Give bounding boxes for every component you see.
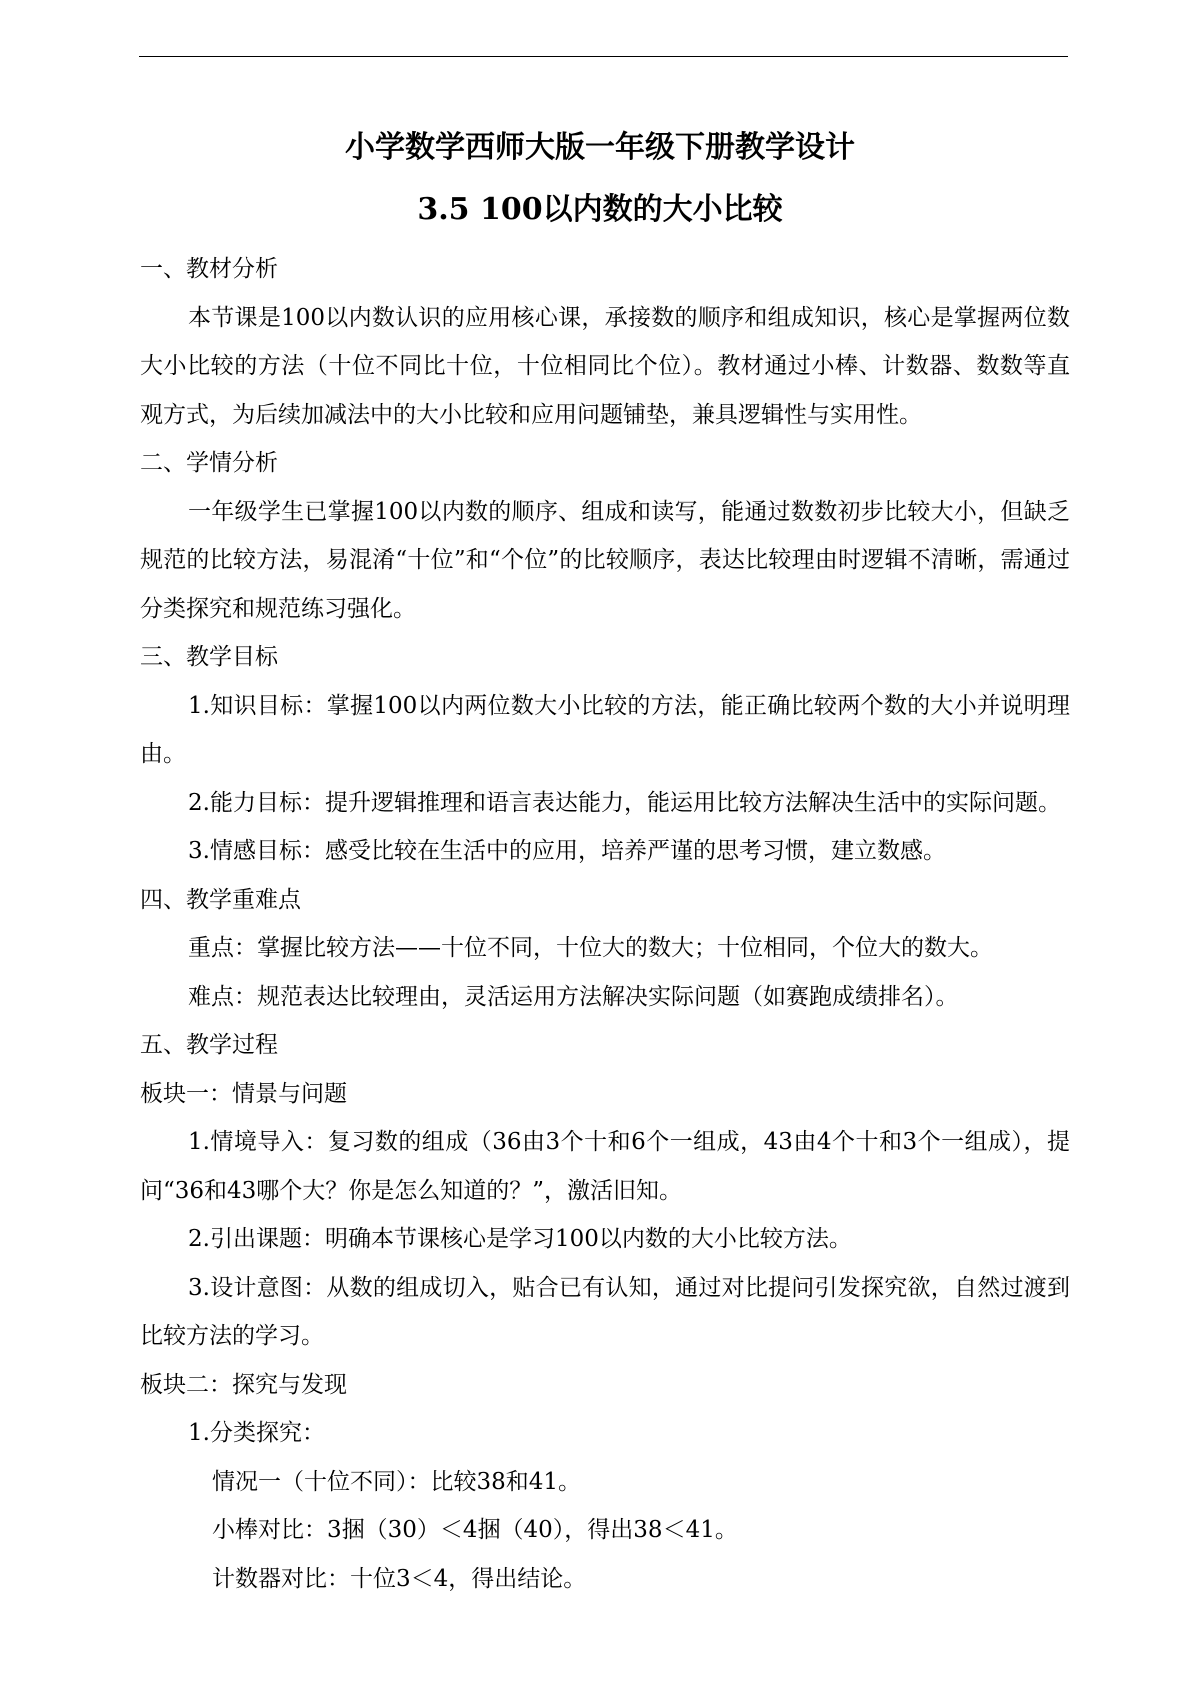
- block-2-counter-compare: 计数器对比：十位3＜4，得出结论。: [212, 1565, 587, 1592]
- block-1-item-2: 2.引出课题：明确本节课核心是学习100以内数的大小比较方法。: [188, 1226, 852, 1252]
- goal-emotion: 3.情感目标：感受比较在生活中的应用，培养严谨的思考习惯，建立数感。: [188, 838, 946, 864]
- section-1-paragraph: 本节课是100以内数认识的应用核心课，承接数的顺序和组成知识，核心是掌握两位数大小比较的方法（十位不同比十位，十位相同比个位）。教材通过小棒、计数器、数数等直观方式，为后续加减法中的大小比较和应用问题铺垫，兼具逻辑性与实用性。: [140, 304, 1070, 428]
- difficult-point: 难点：规范表达比较理由，灵活运用方法解决实际问题（如赛跑成绩排名）。: [188, 983, 959, 1010]
- block-1-item-1: 1.情境导入：复习数的组成（36由3个十和6个一组成，43由4个十和3个一组成），提问“36和43哪个大？你是怎么知道的？”，激活旧知。: [140, 1129, 1070, 1204]
- section-heading-4: 四、教学重难点: [140, 886, 301, 913]
- section-heading-5: 五、教学过程: [140, 1032, 278, 1058]
- section-heading-3: 三、教学目标: [140, 644, 278, 670]
- document-body: [140, 245, 1070, 1603]
- lesson-title: 3.5 100以内数的大小比较: [417, 192, 783, 227]
- block-2-sticks-compare: 小棒对比：3捆（30）＜4捆（40），得出38＜41。: [212, 1517, 738, 1543]
- block-1-item-3: 3.设计意图：从数的组成切入，贴合已有认知，通过对比提问引发探究欲，自然过渡到比较方法的学习。: [140, 1274, 1070, 1349]
- block-2-item-1: 1.分类探究：: [188, 1420, 325, 1446]
- document-title: 小学数学西师大版一年级下册教学设计: [345, 130, 855, 165]
- header-rule: [139, 56, 1068, 57]
- goal-ability: 2.能力目标：提升逻辑推理和语言表达能力，能运用比较方法解决生活中的实际问题。: [188, 789, 1061, 816]
- block-2-case-1: 情况一（十位不同）：比较38和41。: [212, 1468, 582, 1495]
- section-heading-1: 一、教材分析: [140, 256, 278, 282]
- goal-knowledge: 1.知识目标：掌握100以内两位数大小比较的方法，能正确比较两个数的大小并说明理由。: [140, 692, 1070, 767]
- block-1-heading: 板块一：情景与问题: [140, 1080, 347, 1107]
- key-point: 重点：掌握比较方法——十位不同，十位大的数大；十位相同，个位大的数大。: [188, 935, 993, 961]
- section-2-paragraph: 一年级学生已掌握100以内数的顺序、组成和读写，能通过数数初步比较大小，但缺乏规范的比较方法，易混淆“十位”和“个位”的比较顺序，表达比较理由时逻辑不清晰，需通过分类探究和规范练习强化。: [140, 498, 1070, 622]
- section-heading-2: 二、学情分析: [140, 450, 278, 476]
- block-2-heading: 板块二：探究与发现: [140, 1371, 347, 1398]
